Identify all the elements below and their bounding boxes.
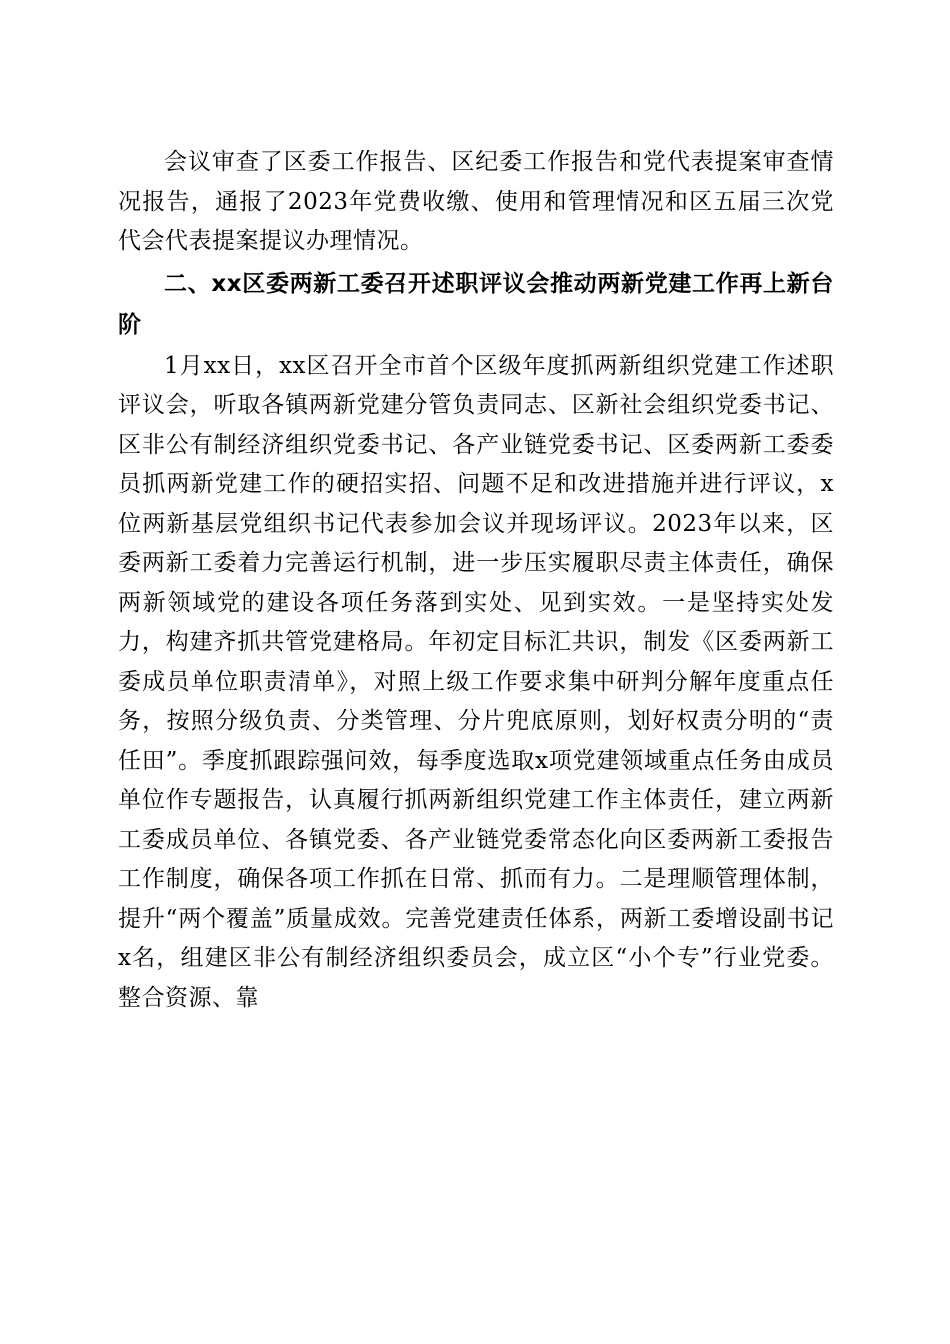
paragraph-meeting-review: 会议审查了区委工作报告、区纪委工作报告和党代表提案审查情况报告，通报了2023年党费收缴、使用和管理情况和区五届三次党代会代表提案提议办理情况。 xyxy=(118,149,834,254)
paragraph-work-report-evaluation: 1月xx日，xx区召开全市首个区级年度抓两新组织党建工作述职评议会，听取各镇两新党建分管负责同志、区新社会组织党委书记、区非公有制经济组织党委书记、各产业链党委书记、区委两新工委委员抓两新党建工作的硬招实招、问题不足和改进措施并进行评议，x位两新基层党组织书记代表参加会议并现场评议。2023年以来，区委两新工委着力完善运行机制，进一步压实履职尽责主体责任，确保两新领域党的建设各项任务落到实处、见到实效。一是坚持实处发力，构建齐抓共管党建格局。年初定目标汇共识，制发《区委两新工委成员单位职责清单》，对照上级工作要求集中研判分解年度重点任务，按照分级负责、分类管理、分片兜底原则，划好权责分明的“责任田”。季度抓跟踪强问效，每季度选取x项党建领域重点任务由成员单位作专题报告，认真履行抓两新组织党建工作主体责任，建立两新工委成员单位、各镇党委、各产业链党委常态化向区委两新工委报告工作制度，确保各项工作抓在日常、抓而有力。二是理顺管理体制，提升“两个覆盖”质量成效。完善党建责任体系，两新工委增设副书记x名，组建区非公有制经济组织委员会，成立区“小个专”行业党委。整合资源、靠 xyxy=(118,352,834,1011)
section-heading-two: 二、xx区委两新工委召开述职评议会推动两新党建工作再上新台阶 xyxy=(118,270,834,338)
document-body xyxy=(118,143,834,1018)
